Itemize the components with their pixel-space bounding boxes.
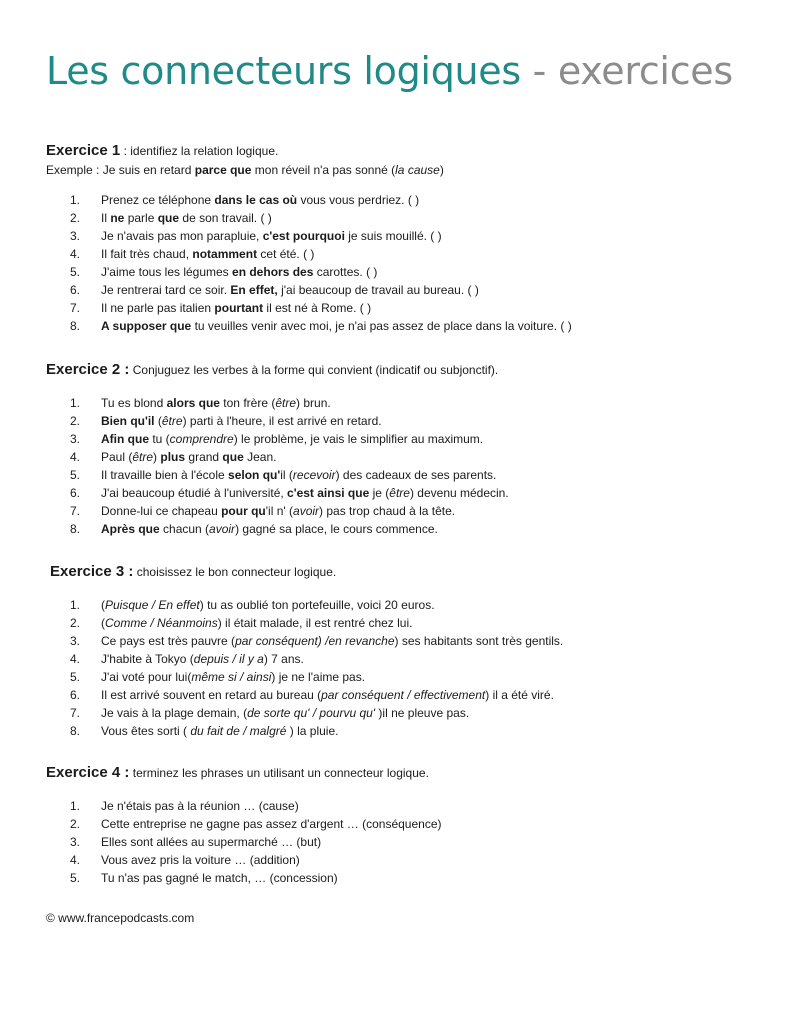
sentence-text: Tu n'as pas gagné le match, … (concession) xyxy=(101,871,338,885)
connector-text: que xyxy=(222,450,244,464)
item-number: 2. xyxy=(69,817,80,831)
sentence-text: je ( xyxy=(369,486,390,500)
item-number: 5. xyxy=(69,468,80,482)
sentence-text: ) xyxy=(153,450,161,464)
item-number: 3. xyxy=(69,835,80,849)
sentence-text: Tu es blond xyxy=(101,396,167,410)
connector-text: Bien qu'il xyxy=(101,414,155,428)
exercise-item xyxy=(46,448,509,466)
exercise-1-heading xyxy=(46,142,572,159)
italic-text: recevoir xyxy=(292,468,336,482)
exercise-item xyxy=(46,209,572,227)
sentence-text: ( xyxy=(101,598,105,612)
sentence-text: parle xyxy=(124,211,158,225)
sentence-text: Paul ( xyxy=(101,450,133,464)
sentence-text: ( xyxy=(101,616,105,630)
sentence-text: ) tu as oublié ton portefeuille, voici 20 euros. xyxy=(199,598,435,612)
italic-text: Puisque / En effet xyxy=(105,598,200,612)
italic-text: avoir xyxy=(293,504,320,518)
item-number: 7. xyxy=(69,504,80,518)
sentence-text: Je n'étais pas à la réunion … (cause) xyxy=(101,799,299,813)
exercise-1-example xyxy=(46,163,572,177)
item-number: 1. xyxy=(69,193,80,207)
sentence-text: J'aime tous les légumes xyxy=(101,265,233,279)
exercise-item xyxy=(46,869,442,887)
item-number: 6. xyxy=(69,688,80,702)
connector-text: en dehors des xyxy=(232,265,314,279)
exercise-item xyxy=(46,430,509,448)
sentence-text: Je vais à la plage demain, ( xyxy=(101,706,248,720)
sentence-text: tu ( xyxy=(149,432,170,446)
connector-text: c'est ainsi que xyxy=(287,486,370,500)
exercise-item xyxy=(46,686,563,704)
title-suffix: - exercices xyxy=(520,49,733,93)
italic-text: par conséquent / effectivement xyxy=(321,688,486,702)
italic-text: être xyxy=(275,396,297,410)
exercise-item xyxy=(46,502,509,520)
exercise-4-list xyxy=(46,797,442,887)
sentence-text: Cette entreprise ne gagne pas assez d'argent … (conséquence) xyxy=(101,817,442,831)
exercise-item xyxy=(46,596,563,614)
sentence-text: ton frère ( xyxy=(219,396,276,410)
item-number: 3. xyxy=(69,634,80,648)
exercise-4-instruction: terminez les phrases un utilisant un connecteur logique. xyxy=(129,766,429,780)
connector-text: parce que xyxy=(194,163,252,177)
italic-text: avoir xyxy=(209,522,236,536)
exercise-4-section xyxy=(46,764,442,887)
sentence-text: ) gagné sa place, le cours commence. xyxy=(235,522,438,536)
connector-text: selon qu' xyxy=(228,468,281,482)
connector-text: pourtant xyxy=(214,301,264,315)
copyright-footer: © www.francepodcasts.com xyxy=(46,911,195,925)
sentence-text: J'ai beaucoup étudié à l'université, xyxy=(101,486,288,500)
item-number: 7. xyxy=(69,301,80,315)
italic-text: comprendre xyxy=(169,432,234,446)
exercise-item xyxy=(46,851,442,869)
italic-text: de sorte qu' / pourvu qu' xyxy=(247,706,376,720)
exercise-2-section xyxy=(46,361,509,538)
exercise-4-label: Exercice 4 : xyxy=(46,764,130,781)
exercise-item xyxy=(46,263,572,281)
sentence-text: ) xyxy=(439,163,444,177)
sentence-text: ) ses habitants sont très gentils. xyxy=(394,634,564,648)
italic-text: être xyxy=(389,486,410,500)
item-number: 1. xyxy=(69,598,80,612)
exercise-1-instruction: : identifiez la relation logique. xyxy=(120,144,279,158)
exercise-2-list xyxy=(46,394,509,538)
item-number: 4. xyxy=(69,450,80,464)
sentence-text: Il fait très chaud, xyxy=(101,247,193,261)
sentence-text: 'il n' ( xyxy=(265,504,294,518)
connector-text: ne xyxy=(110,211,125,225)
page-title xyxy=(46,49,733,93)
exercise-item xyxy=(46,412,509,430)
sentence-text: carottes. ( ) xyxy=(313,265,378,279)
item-number: 3. xyxy=(69,432,80,446)
exercise-item xyxy=(46,797,442,815)
exercise-item xyxy=(46,815,442,833)
sentence-text: ) des cadeaux de ses parents. xyxy=(335,468,497,482)
sentence-text: ) brun. xyxy=(296,396,331,410)
item-number: 8. xyxy=(69,319,80,333)
sentence-text: ) pas trop chaud à la tête. xyxy=(319,504,456,518)
item-number: 3. xyxy=(69,229,80,243)
exercise-item xyxy=(46,466,509,484)
sentence-text: Jean. xyxy=(243,450,277,464)
item-number: 5. xyxy=(69,670,80,684)
item-number: 4. xyxy=(69,853,80,867)
connector-text: plus xyxy=(160,450,186,464)
exercise-item xyxy=(46,520,509,538)
sentence-text: Prenez ce téléphone xyxy=(101,193,215,207)
sentence-text: ) parti à l'heure, il est arrivé en retard. xyxy=(182,414,382,428)
exercise-item xyxy=(46,484,509,502)
item-number: 2. xyxy=(69,211,80,225)
connector-text: En effet, xyxy=(230,283,278,297)
exercise-2-label: Exercice 2 : xyxy=(46,361,130,378)
connector-text: A supposer que xyxy=(101,319,192,333)
sentence-text: il ( xyxy=(280,468,293,482)
italic-text: du fait de / malgré xyxy=(190,724,287,738)
connector-text: Après que xyxy=(101,522,160,536)
italic-text: par conséquent) /en revanche xyxy=(235,634,395,648)
sentence-text: Elles sont allées au supermarché … (but) xyxy=(101,835,322,849)
item-number: 5. xyxy=(69,265,80,279)
exercise-2-instruction: Conjuguez les verbes à la forme qui convient (indicatif ou subjonctif). xyxy=(129,363,499,377)
exercise-1-list xyxy=(46,191,572,335)
sentence-text: il est né à Rome. ( ) xyxy=(263,301,372,315)
italic-text: être xyxy=(161,414,183,428)
sentence-text: Il xyxy=(101,211,111,225)
item-number: 4. xyxy=(69,652,80,666)
exercise-item xyxy=(46,191,572,209)
italic-text: Comme / Néanmoins xyxy=(105,616,218,630)
sentence-text: Il ne parle pas italien xyxy=(101,301,215,315)
sentence-text: Exemple : Je suis en retard xyxy=(46,163,195,177)
sentence-text: je suis mouillé. ( ) xyxy=(344,229,442,243)
exercise-item xyxy=(46,227,572,245)
connector-text: c'est pourquoi xyxy=(262,229,345,243)
exercise-item xyxy=(46,245,572,263)
sentence-text: ( xyxy=(154,414,162,428)
italic-text: même si / ainsi xyxy=(191,670,272,684)
item-number: 2. xyxy=(69,414,80,428)
exercise-item xyxy=(46,833,442,851)
sentence-text: Il travaille bien à l'école xyxy=(101,468,229,482)
connector-text: dans le cas où xyxy=(214,193,298,207)
sentence-text: grand xyxy=(185,450,223,464)
exercise-4-heading xyxy=(46,764,442,781)
sentence-text: ) il était malade, il est rentré chez lui. xyxy=(217,616,413,630)
sentence-text: ) le problème, je vais le simplifier au maximum. xyxy=(233,432,484,446)
item-number: 4. xyxy=(69,247,80,261)
sentence-text: j'ai beaucoup de travail au bureau. ( ) xyxy=(277,283,479,297)
italic-text: depuis / il y a xyxy=(193,652,264,666)
connector-text: notamment xyxy=(192,247,258,261)
sentence-text: J'habite à Tokyo ( xyxy=(101,652,194,666)
sentence-text: Vous avez pris la voiture … (addition) xyxy=(101,853,300,867)
exercise-item xyxy=(46,722,563,740)
exercise-item xyxy=(46,394,509,412)
exercise-item xyxy=(46,317,572,335)
exercise-item xyxy=(46,614,563,632)
italic-text: la cause xyxy=(395,163,440,177)
sentence-text: mon réveil n'a pas sonné ( xyxy=(251,163,396,177)
exercise-3-section xyxy=(50,563,563,740)
connector-text: pour qu xyxy=(221,504,266,518)
sentence-text: ) il a été viré. xyxy=(485,688,554,702)
exercise-3-instruction: choisissez le bon connecteur logique. xyxy=(133,565,337,579)
item-number: 7. xyxy=(69,706,80,720)
sentence-text: chacun ( xyxy=(159,522,210,536)
connector-text: Afin que xyxy=(101,432,149,446)
exercise-1-label: Exercice 1 xyxy=(46,142,121,159)
item-number: 1. xyxy=(69,799,80,813)
italic-text: être xyxy=(132,450,154,464)
item-number: 8. xyxy=(69,724,80,738)
sentence-text: ) devenu médecin. xyxy=(409,486,509,500)
item-number: 1. xyxy=(69,396,80,410)
sentence-text: Vous êtes sorti ( xyxy=(101,724,191,738)
sentence-text: J'ai voté pour lui( xyxy=(101,670,192,684)
exercise-item xyxy=(46,281,572,299)
exercise-3-heading xyxy=(50,563,563,580)
exercise-3-label: Exercice 3 : xyxy=(50,563,134,580)
sentence-text: tu veuilles venir avec moi, je n'ai pas assez de place dans la voiture. ( ) xyxy=(191,319,572,333)
item-number: 6. xyxy=(69,486,80,500)
item-number: 2. xyxy=(69,616,80,630)
connector-text: alors que xyxy=(166,396,220,410)
exercise-item xyxy=(46,668,563,686)
sentence-text: Je n'avais pas mon parapluie, xyxy=(101,229,263,243)
item-number: 5. xyxy=(69,871,80,885)
item-number: 8. xyxy=(69,522,80,536)
sentence-text: cet été. ( ) xyxy=(257,247,315,261)
sentence-text: Il est arrivé souvent en retard au bureau ( xyxy=(101,688,322,702)
sentence-text: ) la pluie. xyxy=(286,724,339,738)
title-main: Les connecteurs logiques xyxy=(46,49,521,93)
sentence-text: ) je ne l'aime pas. xyxy=(271,670,366,684)
item-number: 6. xyxy=(69,283,80,297)
exercise-2-heading xyxy=(46,361,509,378)
sentence-text: Ce pays est très pauvre ( xyxy=(101,634,236,648)
exercise-item xyxy=(46,650,563,668)
exercise-item xyxy=(46,704,563,722)
sentence-text: Donne-lui ce chapeau xyxy=(101,504,222,518)
sentence-text: Je rentrerai tard ce soir. xyxy=(101,283,231,297)
sentence-text: ) 7 ans. xyxy=(263,652,304,666)
sentence-text: )il ne pleuve pas. xyxy=(375,706,470,720)
exercise-3-list xyxy=(46,596,563,740)
sentence-text: vous vous perdriez. ( ) xyxy=(297,193,420,207)
connector-text: que xyxy=(157,211,180,225)
exercise-1-section xyxy=(46,142,572,335)
sentence-text: de son travail. ( ) xyxy=(179,211,272,225)
exercise-item xyxy=(46,299,572,317)
exercise-item xyxy=(46,632,563,650)
